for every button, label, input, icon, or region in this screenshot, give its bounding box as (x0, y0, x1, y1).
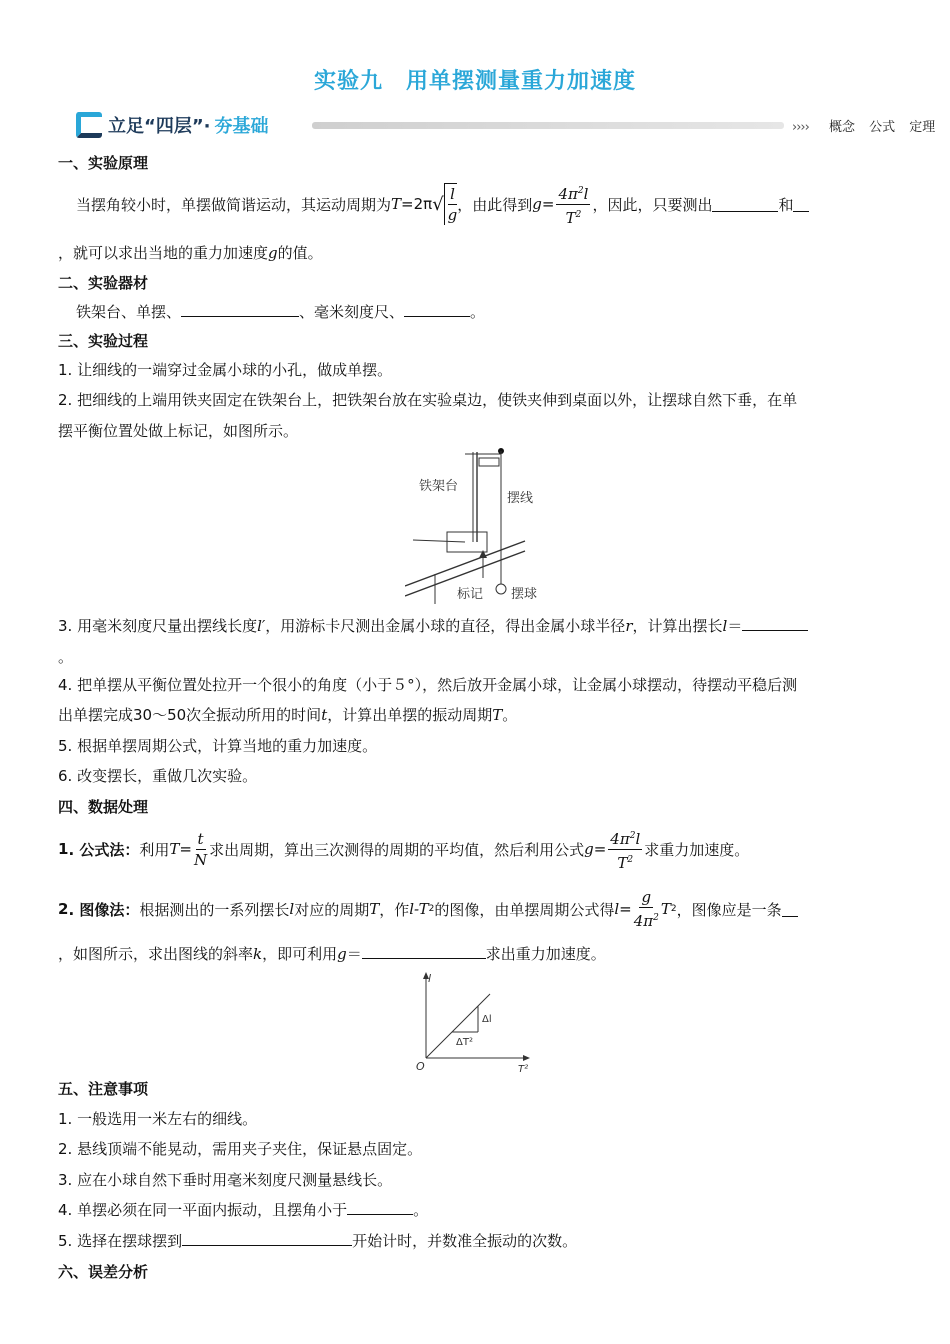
blank-2[interactable] (793, 197, 809, 212)
method-formula: 1 . 公式法： 利用 T = $\frac{t}{N}$ 求出周期，算出三次测得的周期的平均值，然后利用公式 g = $\frac{4\pi^2l}{T^2}$ 求重力加速度。 (58, 826, 749, 872)
blank-6[interactable] (782, 902, 798, 917)
delta-l-label: Δl (482, 1014, 492, 1025)
blank-1[interactable] (712, 197, 778, 212)
graph-line (426, 994, 490, 1058)
method-graph-2: ，如图所示，求出图线的斜率k，即可利用g＝ 求出重力加速度。 (58, 945, 606, 963)
blank-4[interactable] (404, 302, 470, 317)
heading-error: 六、误差分析 (58, 1263, 149, 1281)
note-4: 4. 单摆必须在同一平面内振动，且摆角小于 。 (58, 1201, 429, 1219)
label-stand: 铁架台 (419, 479, 459, 494)
principle-line-2: ，就可以求出当地的重力加速度g的值。 (58, 244, 323, 262)
label-string: 摆线 (507, 491, 534, 506)
step-1: 1. 让细线的一端穿过金属小球的小孔，做成单摆。 (58, 361, 393, 379)
heading-data: 四、数据处理 (58, 798, 149, 816)
note-1: 1. 一般选用一米左右的细线。 (58, 1110, 258, 1128)
label-ball: 摆球 (511, 587, 538, 602)
logo-bracket-icon (76, 112, 102, 138)
pendulum-ball (496, 584, 506, 594)
origin-label: O (416, 1060, 425, 1073)
note-5: 5. 选择在摆球摆到 开始计时，并数准全振动的次数。 (58, 1232, 578, 1250)
step-5: 5. 根据单摆周期公式，计算当地的重力加速度。 (58, 737, 378, 755)
tag-theorem: 定理 (909, 120, 936, 135)
blank-7[interactable] (362, 944, 486, 959)
principle-line-1: 当摆角较小时，单摆做简谐运动，其运动周期为 T =2π √ $\frac{l}{g}$ ，由此得到 g = $\frac{4\pi^2l}{T^2}$ ，因此，只要测出 和 (76, 182, 809, 226)
step-3: 3. 用毫米刻度尺量出摆线长度l′，用游标卡尺测出金属小球的直径，得出金属小球半径r，计算出摆长l＝ (58, 615, 808, 636)
formula-T: $\frac{t}{N}$ (193, 829, 208, 869)
banner-bar (312, 122, 784, 129)
note-3: 3. 应在小球自然下垂时用毫米刻度尺测量悬线长。 (58, 1171, 393, 1189)
step-4a: 4. 把单摆从平衡位置处拉开一个很小的角度（小于５°），然后放开金属小球，让金属小球摆动，待摆动平稳后测 (58, 676, 798, 694)
heading-notes: 五、注意事项 (58, 1080, 149, 1098)
blank-9[interactable] (182, 1231, 352, 1246)
section-banner (76, 110, 936, 142)
blank-5[interactable] (742, 616, 808, 631)
l-T2-graph (412, 970, 536, 1076)
axis-x-label: T² (518, 1064, 529, 1075)
blank-8[interactable] (347, 1200, 413, 1215)
banner-logo (76, 110, 269, 140)
label-mark: 标记 (457, 587, 484, 602)
sqrt-expression: √ $\frac{l}{g}$ (432, 185, 458, 224)
note-2: 2. 悬线顶端不能晃动，需用夹子夹住，保证悬点固定。 (58, 1140, 423, 1158)
method-graph: 2 . 图像法： 根据测出的一系列摆长 l 对应的周期 T ，作 l-T 2 的图像，由单摆周期公式得 l = $\frac{g}{4\pi^2}$ T 2 ，图像应是一条 (58, 886, 798, 932)
page-title: 实验九 用单摆测量重力加速度 (313, 69, 636, 94)
step-2a: 2. 把细线的上端用铁夹固定在铁架台上，把铁架台放在实验桌边，使铁夹伸到桌面以外，让摆球自然下垂，在单 (58, 391, 798, 409)
step-4b: 出单摆完成30～50次全振动所用的时间t，计算出单摆的振动周期T。 (58, 706, 518, 724)
tag-concept: 概念 (828, 120, 855, 135)
axis-y-label: l (428, 972, 432, 985)
step-3-end: 。 (58, 648, 74, 666)
equipment-line: 铁架台、单摆、 、毫米刻度尺、 。 (76, 303, 486, 321)
heading-principle: 一、实验原理 (58, 154, 149, 172)
heading-equipment: 二、实验器材 (58, 274, 149, 292)
heading-procedure: 三、实验过程 (58, 332, 149, 350)
pendulum-figure (405, 446, 555, 604)
logo-accent: 夯基础 (214, 116, 269, 137)
logo-text: 立足“四层”· (108, 116, 211, 137)
blank-3[interactable] (181, 302, 299, 317)
formula-g-2: $\frac{4\pi^2l}{T^2}$ (608, 826, 642, 873)
step-6: 6. 改变摆长，重做几次实验。 (58, 767, 258, 785)
formula-g: $\frac{4\pi^2l}{T^2}$ (556, 181, 590, 228)
delta-T2-label: ΔT² (456, 1037, 473, 1048)
arrows-icon: ›››› (792, 120, 809, 135)
banner-tags (792, 116, 935, 135)
tag-formula: 公式 (869, 120, 896, 135)
step-2b: 摆平衡位置处做上标记，如图所示。 (58, 422, 299, 440)
formula-l: $\frac{g}{4\pi^2}$ (633, 888, 659, 930)
